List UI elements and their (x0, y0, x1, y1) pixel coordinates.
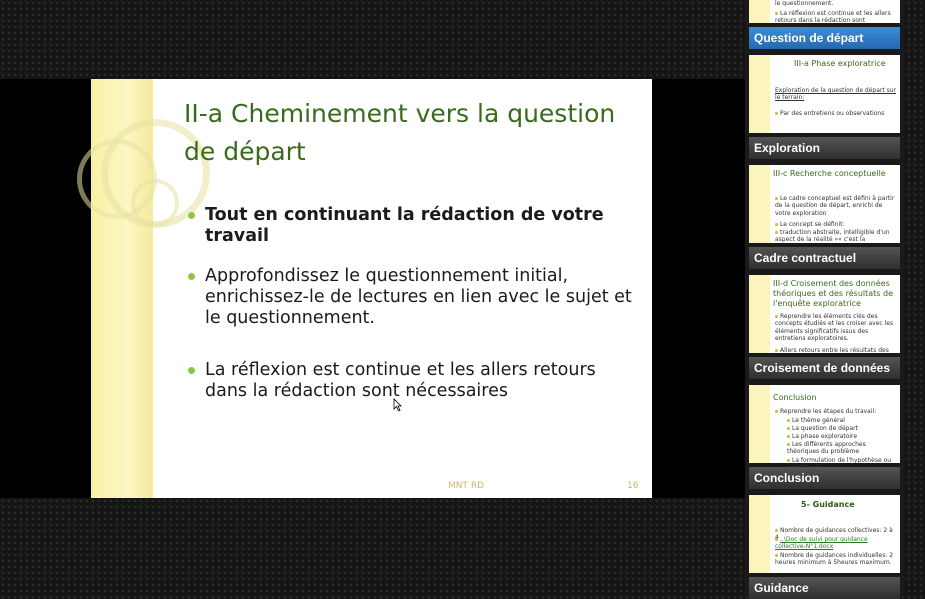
slide-bullet (205, 266, 635, 329)
slide-bullet (205, 360, 635, 402)
thumb-text: Exploration de la question de départ sur le terrain: (775, 87, 897, 102)
slide-navigation-panel (745, 0, 904, 595)
slide-thumbnail[interactable] (749, 275, 900, 353)
slide-thumbnail[interactable] (749, 495, 900, 573)
slide-bullet (205, 205, 635, 247)
nav-item-guidance[interactable]: Guidance (749, 577, 900, 599)
thumb-text: La phase exploratoire (787, 433, 897, 440)
thumb-text: Le cadre conceptuel est défini à partir de la question de départ, enrichi de votre exploration (775, 195, 895, 217)
bullet-dot-icon (188, 212, 195, 219)
thumb-text: La formulation de l'hypothèse ou (787, 457, 897, 472)
slide-thumbnail[interactable] (749, 385, 900, 463)
slide-title: II-a Cheminement vers la question de départ (184, 99, 616, 166)
slide-thumbnail[interactable] (749, 55, 900, 133)
thumb-text: traduction abstraite, intelligible d'un aspect de la réalité »« c'est la (775, 229, 890, 244)
nav-item-cadre-contractuel[interactable]: Cadre contractuel (749, 247, 900, 269)
thumb-text: Le thème général (787, 417, 897, 424)
thumb-title: III-a Phase exploratrice (794, 59, 886, 68)
thumb-text: le questionnement. (775, 0, 834, 7)
thumb-text (775, 536, 897, 551)
slide-page-number: 16 (627, 481, 639, 491)
slide-thumbnail[interactable] (749, 165, 900, 243)
bullet-dot-icon (188, 273, 195, 280)
nav-item-question-de-depart[interactable]: Question de départ (749, 27, 900, 49)
nav-item-croisement-de-donnees[interactable]: Croisement de données (749, 357, 900, 379)
nav-item-conclusion[interactable]: Conclusion (749, 467, 900, 489)
thumb-text: Le concept se définit: (775, 221, 897, 228)
bullet-text: Approfondissez le questionnement initial, enrichissez-le de lectures en lien avec le sujet et le questionnement. (205, 266, 632, 328)
thumb-text: Reprendre les étapes du travail: (775, 408, 897, 415)
thumb-text: Nombre de guidances collectives: 2 à (775, 527, 897, 542)
mouse-cursor-icon (393, 398, 402, 412)
thumb-text: La question de départ (787, 425, 897, 432)
slide-canvas (91, 79, 652, 498)
thumb-text: Allers retours entre les résultats des (775, 347, 897, 354)
bullet-text: La réflexion est continue et les allers retours dans la rédaction sont nécessaires (205, 360, 596, 401)
thumb-text: Nombre de guidances individuelles: 2 heures minimum à 5heures maximum. (775, 552, 894, 567)
decorative-ring (131, 179, 179, 227)
nav-item-exploration[interactable]: Exploration (749, 137, 900, 159)
thumb-text: Les différents approches théoriques du problème (787, 441, 866, 456)
thumb-text: La réflexion est continue et les allers retours dans la rédaction sont (775, 10, 891, 25)
bullet-text: Tout en continuant la rédaction de votre travail (205, 205, 604, 246)
thumb-title: III-c Recherche conceptuelle (773, 169, 886, 178)
thumb-title: Conclusion (773, 393, 817, 402)
slide-footer: MNT RD (448, 481, 485, 491)
slide-thumbnail[interactable] (749, 0, 900, 23)
thumb-text: Reprendre les éléments clés des concepts étudiés et les croiser avec les éléments significatifs issus des entretiens exploratoires. (775, 313, 894, 343)
thumb-title: 5- Guidance (801, 500, 855, 509)
thumb-text: Par des entretiens ou observations (775, 110, 897, 117)
bullet-dot-icon (188, 367, 195, 374)
thumb-title: III-d Croisement des données théoriques et des résultats de l'enquête exploratrice (773, 279, 894, 308)
thumb-document-link[interactable]: ..\Doc de suivi pour guidance collective-N°1.docx (775, 536, 868, 551)
